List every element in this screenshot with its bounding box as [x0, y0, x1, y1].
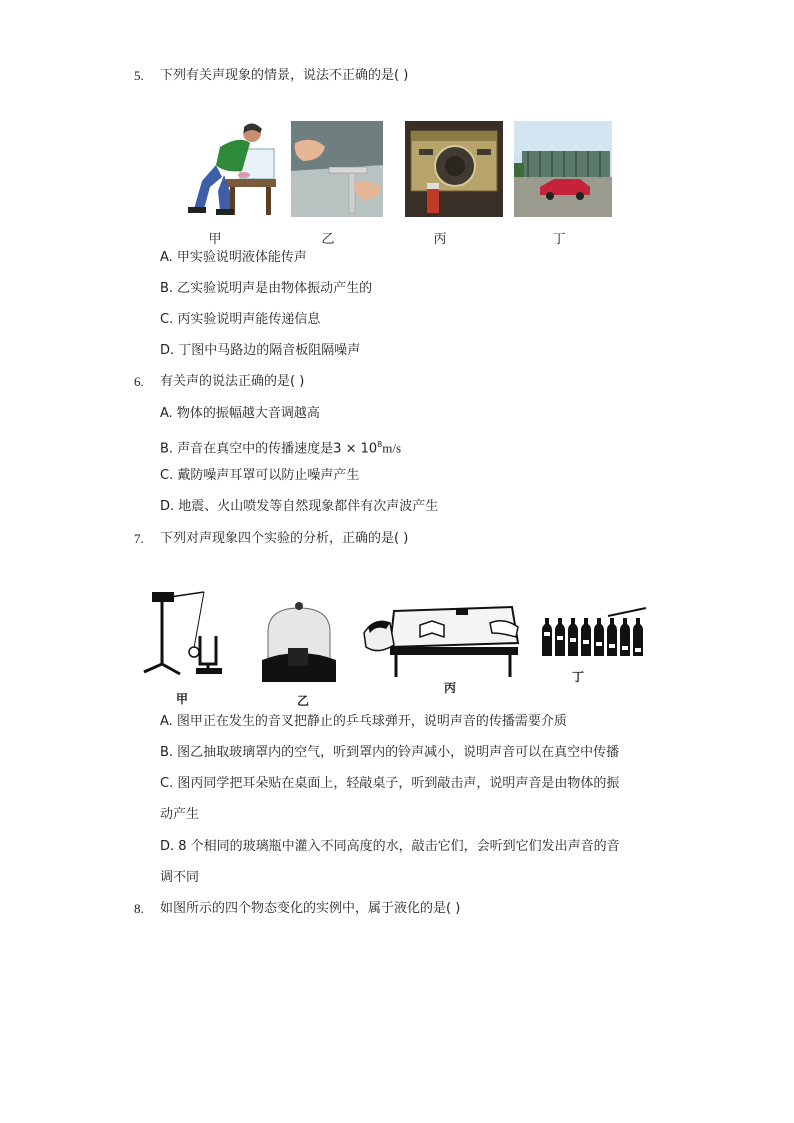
figure-5-caption-ding: 丁: [552, 232, 566, 247]
question-6-option-c: C. 戴防噪声耳罩可以防止噪声产生: [160, 468, 360, 483]
figure-7-caption-yi: 乙: [296, 694, 309, 708]
question-number-6: 6.: [134, 374, 144, 389]
question-7-stem: 下列对声现象四个实验的分析，正确的是( ): [160, 531, 409, 546]
question-5-stem: 下列有关声现象的情景，说法不正确的是( ): [160, 68, 409, 83]
question-7-option-d-line1: D. 8 个相同的玻璃瓶中灌入不同高度的水，敲击它们，会听到它们发出声音的音: [160, 839, 620, 854]
figure-7-jia-image: [140, 584, 226, 684]
figure-7-caption-ding: 丁: [571, 670, 584, 684]
figure-7-bing-image: [360, 603, 526, 679]
question-number-5: 5.: [134, 68, 144, 83]
exponent: 8: [377, 440, 383, 449]
question-7-option-c-line1: C. 图丙同学把耳朵贴在桌面上，轻敲桌子，听到敲击声，说明声音是由物体的振: [160, 776, 620, 791]
question-number-8: 8.: [134, 901, 144, 916]
question-5-option-a: A. 甲实验说明液体能传声: [160, 250, 307, 265]
figure-5-caption-yi: 乙: [321, 232, 335, 247]
question-7-option-d-line2: 调不同: [160, 870, 200, 885]
question-7-option-a: A. 图甲正在发生的音叉把静止的乒乓球弹开，说明声音的传播需要介质: [160, 714, 567, 729]
option-b-unit: m/s: [382, 440, 402, 456]
option-b-text: B. 声音在真空中的传播速度是3 × 10: [160, 441, 378, 457]
question-6-option-d: D. 地震、火山喷发等自然现象都伴有次声波产生: [160, 499, 439, 514]
question-8-stem: 如图所示的四个物态变化的实例中，属于液化的是( ): [160, 901, 461, 916]
figure-7-ding-image: [536, 606, 650, 662]
question-7-option-b: B. 图乙抽取玻璃罩内的空气，听到罩内的铃声减小，说明声音可以在真空中传播: [160, 745, 620, 760]
question-7-option-c-line2: 动产生: [160, 807, 200, 822]
figure-5-caption-bing: 丙: [433, 232, 447, 247]
question-number-7: 7.: [134, 531, 144, 546]
figure-5-bing-image: [405, 121, 503, 217]
figure-5-ding-image: [514, 121, 612, 217]
question-5-option-b: B. 乙实验说明声是由物体振动产生的: [160, 281, 373, 296]
question-5-option-d: D. 丁图中马路边的隔音板阻隔噪声: [160, 343, 361, 358]
figure-5-yi-image: [291, 121, 383, 217]
question-6-option-a: A. 物体的振幅越大音调越高: [160, 406, 320, 421]
figure-5-jia-image: [180, 121, 276, 217]
figure-7-caption-bing: 丙: [443, 681, 456, 695]
figure-7-yi-image: [258, 598, 340, 686]
question-6-stem: 有关声的说法正确的是( ): [160, 374, 305, 389]
question-6-option-b: [160, 436, 401, 458]
question-5-option-c: C. 丙实验说明声能传递信息: [160, 312, 321, 327]
figure-7-caption-jia: 甲: [175, 692, 188, 706]
figure-5-caption-jia: 甲: [208, 232, 222, 247]
